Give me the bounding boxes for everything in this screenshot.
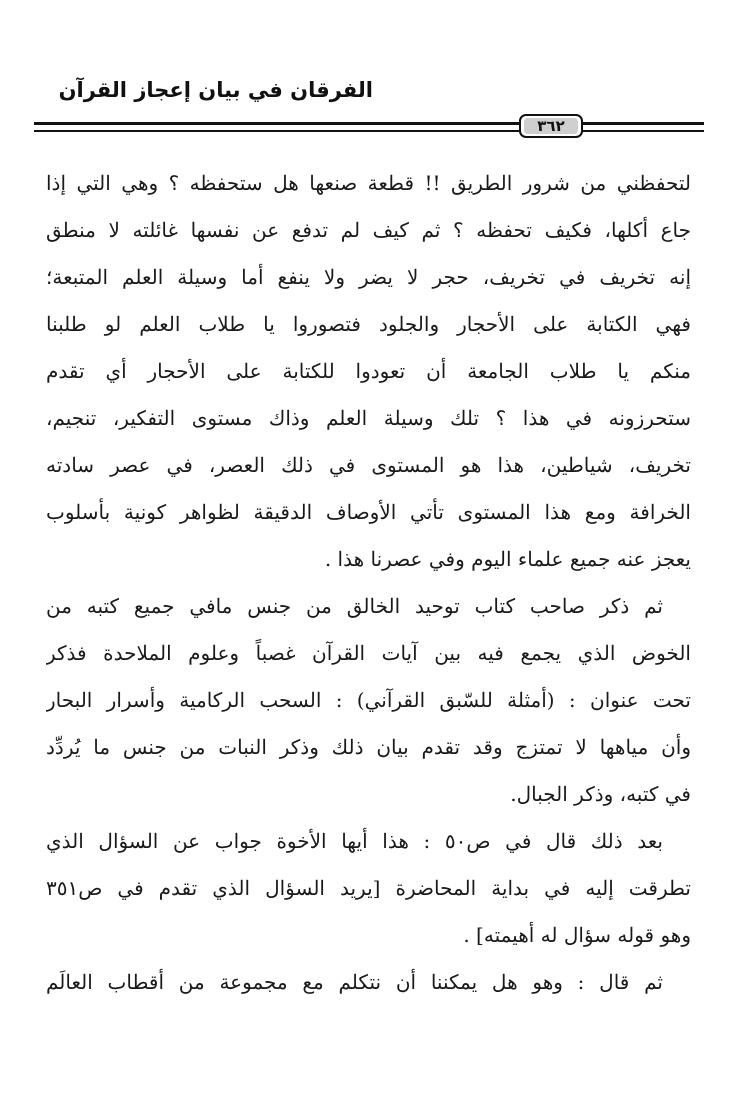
text-line: ثم ذكر صاحب كتاب توحيد الخالق من جنس مافي جميع كتبه من (46, 594, 663, 618)
body-text (46, 160, 691, 1006)
text-line: الخرافة ومع هذا المستوى تأتي الأوصاف الدقيقة لظواهر كونية بأسلوب (46, 500, 691, 524)
header-rule-thick (34, 122, 704, 125)
text-line: وهو قوله سؤال له أهيمته] . (463, 923, 691, 947)
text-line: الخوض الذي يجمع فيه بين آيات القرآن غصباً وعلوم الملاحدة فذكر (46, 641, 691, 665)
text-line: جاع أكلها، فكيف تحفظه ؟ ثم كيف لم تدفع عن نفسها غائلته لا منطق (46, 218, 691, 242)
text-line: تحت عنوان : (أمثلة للسّبق القرآني) : السحب الركامية وأسرار البحار (46, 688, 691, 712)
text-line: ثم قال : وهو هل يمكننا أن نتكلم مع مجموعة من أقطاب العالَم (46, 970, 663, 994)
page-number-badge (519, 114, 583, 138)
text-line: في كتبه، وذكر الجبال. (510, 782, 691, 806)
text-line: إنه تخريف في تخريف، حجر لا يضر ولا ينفع أما وسيلة العلم المتبعة؛ (46, 265, 691, 289)
text-line: تطرقت إليه في بداية المحاضرة [يريد السؤال الذي تقدم في ص٣٥١ (46, 876, 691, 900)
text-line: يعجز عنه جميع علماء اليوم وفي عصرنا هذا . (324, 547, 691, 571)
text-line: بعد ذلك قال في ص٥٠ : هذا أيها الأخوة جواب عن السؤال الذي (46, 829, 663, 853)
header-rule-thin (34, 130, 704, 132)
text-line: وأن مياهها لا تمتزج وقد تقدم بيان ذلك وذكر النبات من جنس ما يُردِّد (46, 735, 691, 759)
running-title: الفرقان في بيان إعجاز القرآن (58, 78, 373, 102)
text-line: منكم يا طلاب الجامعة أن تعودوا للكتابة على الأحجار أي تقدم (46, 359, 691, 383)
text-line: لتحفظني من شرور الطريق !! قطعة صنعها هل ستحفظه ؟ وهي التي إذا (46, 171, 691, 195)
page-number: ٣٦٢ (524, 118, 578, 134)
text-line: ستحرزونه في هذا ؟ تلك وسيلة العلم وذاك مستوى التفكير، تنجيم، (46, 406, 691, 430)
text-line: فهي الكتابة على الأحجار والجلود فتصوروا يا طلاب العلم لو طلبنا (46, 312, 691, 336)
text-line: تخريف، شياطين، هذا هو المستوى في ذلك العصر، في عصر سادته (46, 453, 691, 477)
